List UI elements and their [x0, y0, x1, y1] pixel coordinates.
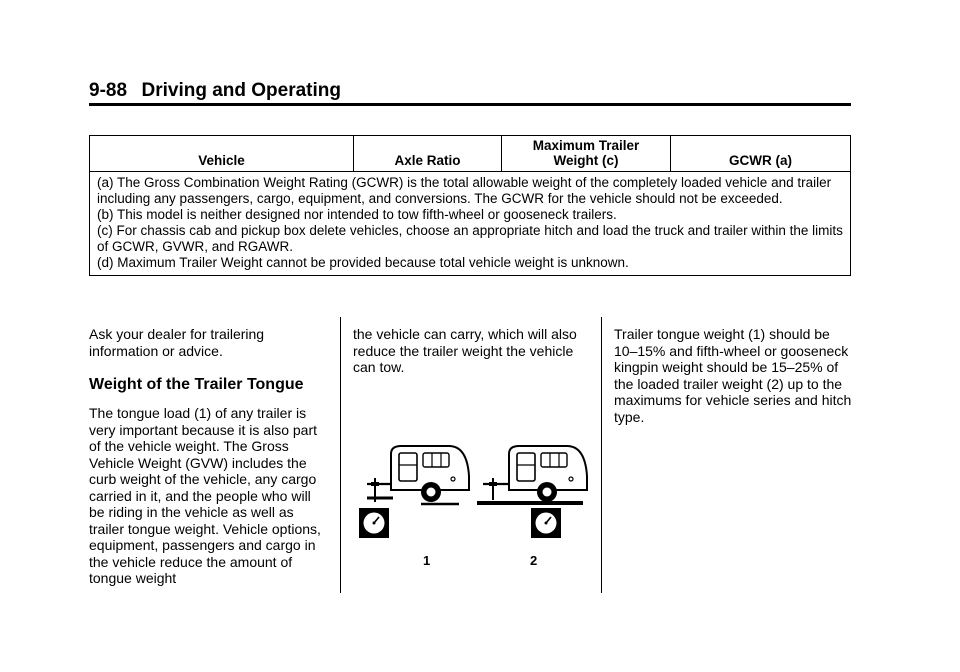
trailer-2-group: [477, 446, 587, 538]
table-notes-row: [90, 172, 851, 276]
section-heading: Weight of the Trailer Tongue: [89, 376, 304, 393]
page-number: 9-88: [89, 80, 128, 101]
figure-label-2: 2: [530, 553, 538, 568]
column-header-max-trailer-weight: [502, 136, 671, 172]
trailer-diagram: [357, 438, 589, 550]
section-title: Driving and Operating: [141, 80, 342, 101]
continued-paragraph: the vehicle can carry, which will also reduce the trailer weight the vehicle can tow.: [353, 326, 577, 375]
note-a: (a) The Gross Combination Weight Rating (GCWR) is the total allowable weight of the completely loaded vehicle and trailer including any passengers, cargo, equipment, and conversions. The GCWR for the vehicle should not be exceeded.: [97, 175, 832, 206]
trailer-weight-illustration: [357, 438, 589, 576]
max-trailer-line2: Weight (c): [553, 153, 619, 168]
text-column-1: [89, 326, 329, 587]
column-header-gcwr: GCWR (a): [671, 136, 851, 172]
text-column-3: [614, 326, 854, 425]
note-b: (b) This model is neither designed nor intended to tow fifth-wheel or gooseneck trailers.: [97, 207, 617, 222]
figure-label-1: 1: [423, 553, 431, 568]
column-header-vehicle: Vehicle: [90, 136, 354, 172]
page-header: [89, 80, 851, 106]
table-notes: [90, 172, 851, 276]
note-c: (c) For chassis cab and pickup box delete vehicles, choose an appropriate hitch and load the truck and trailer within the limits of GCWR, GVWR, and RGAWR.: [97, 223, 843, 254]
trailer-1-group: [359, 446, 469, 538]
tongue-paragraph: The tongue load (1) of any trailer is very important because it is also part of the vehicle weight. The Gross Vehicle Weight (GVW) includes the curb weight of the vehicle, any cargo carried in it, and the people who will be riding in the vehicle as well as trailer tongue weight. Vehicle options, equipment, passengers and cargo in the vehicle reduce the amount of tongue weight: [89, 405, 321, 586]
trailer-spec-table: [89, 135, 851, 276]
text-column-2: [353, 326, 593, 376]
column-header-axle-ratio: Axle Ratio: [354, 136, 502, 172]
column-divider-2: [601, 317, 602, 593]
intro-paragraph: Ask your dealer for trailering information or advice.: [89, 326, 265, 359]
max-trailer-line1: Maximum Trailer: [532, 138, 640, 153]
column-divider-1: [340, 317, 341, 593]
kingpin-paragraph: Trailer tongue weight (1) should be 10–15% and fifth-wheel or gooseneck kingpin weight should be 15–25% of the loaded trailer weight (2) up to the maximums for vehicle series and hitch type.: [614, 326, 852, 425]
table-header-row: [90, 136, 851, 172]
note-d: (d) Maximum Trailer Weight cannot be provided because total vehicle weight is unknown.: [97, 255, 629, 270]
